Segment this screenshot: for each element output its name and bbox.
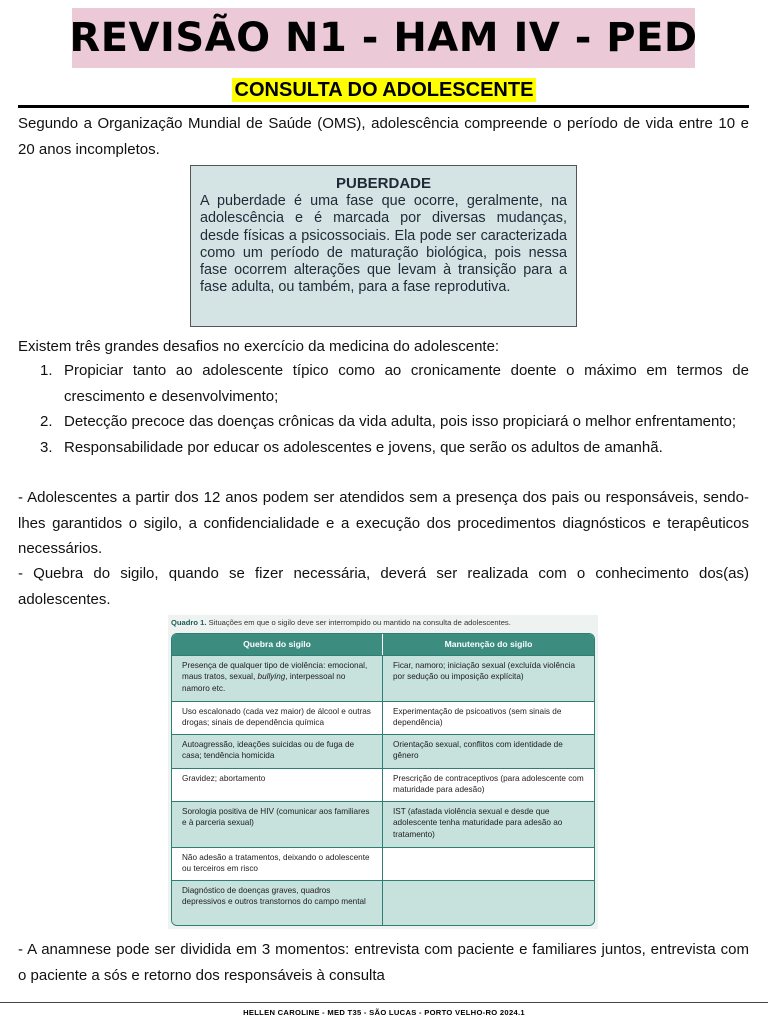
table-row bbox=[172, 734, 594, 768]
list-item bbox=[18, 358, 749, 409]
title-banner bbox=[69, 8, 698, 68]
table-cell: Gravidez; abortamento bbox=[172, 768, 383, 801]
table-row bbox=[172, 701, 594, 734]
title-divider bbox=[18, 105, 749, 108]
list-item-text: Detecção precoce das doenças crônicas da vida adulta, pois isso propiciará o melhor enfrentamento; bbox=[64, 413, 737, 430]
subtitle-wrap bbox=[0, 78, 768, 102]
table-cell: Presença de qualquer tipo de violência: emocional, maus tratos, sexual, bullying, interpessoal no namoro etc. bbox=[172, 655, 383, 701]
table-cell bbox=[383, 847, 594, 880]
note-sigilo-break: - Quebra do sigilo, quando se fizer necessária, deverá ser realizada com o conhecimento dos(as) adolescentes. bbox=[18, 565, 749, 608]
table-caption-label: Quadro 1. bbox=[171, 618, 207, 627]
note-anamnese: - A anamnese pode ser dividida em 3 momentos: entrevista com paciente e familiares juntos, entrevista com o paciente a sós e retorno dos responsáveis à consulta bbox=[18, 941, 749, 984]
table-header-row bbox=[172, 634, 594, 655]
page-footer: HELLEN CAROLINE - MED T35 - SÃO LUCAS - PORTO VELHO-RO 2024.1 bbox=[243, 1008, 525, 1017]
table-cell: Experimentação de psicoativos (sem sinais de dependência) bbox=[383, 701, 594, 734]
table-row bbox=[172, 880, 594, 925]
page-title: REVISÃO N1 - HAM IV - PED bbox=[69, 15, 698, 61]
table-row bbox=[172, 801, 594, 847]
intro-paragraph: Segundo a Organização Mundial de Saúde (OMS), adolescência compreende o período de vida entre 10 e 20 anos incompletos. bbox=[18, 115, 749, 158]
puberdade-box bbox=[190, 165, 577, 327]
column-header-manutencao: Manutenção do sigilo bbox=[383, 634, 594, 655]
table-cell: Uso escalonado (cada vez maior) de álcool e outras drogas; sinais de dependência química bbox=[172, 701, 383, 734]
sigilo-table bbox=[171, 633, 595, 926]
table-cell: Ficar, namoro; iniciação sexual (excluída violência por sedução ou imposição explícita) bbox=[383, 655, 594, 701]
table-row bbox=[172, 655, 594, 701]
column-header-quebra: Quebra do sigilo bbox=[172, 634, 383, 655]
challenges-list bbox=[18, 358, 749, 460]
table-caption bbox=[171, 618, 595, 628]
list-item-text: Propiciar tanto ao adolescente típico como ao cronicamente doente o máximo em termos de crescimento e desenvolvimento; bbox=[64, 362, 749, 405]
list-item bbox=[18, 409, 749, 435]
sigilo-table-figure bbox=[168, 615, 598, 929]
puberdade-title: PUBERDADE bbox=[335, 175, 431, 192]
table-cell: Autoagressão, ideações suicidas ou de fuga de casa; tendência homicida bbox=[172, 734, 383, 768]
table-cell: Diagnóstico de doenças graves, quadros depressivos e outros transtornos do campo mental bbox=[172, 880, 383, 925]
list-item-number: 2. bbox=[40, 413, 53, 430]
list-item bbox=[18, 435, 749, 461]
note-confidentiality: - Adolescentes a partir dos 12 anos podem ser atendidos sem a presença dos pais ou responsáveis, sendo-lhes garantidos o sigilo, a confidencialidade e a execução dos procedimentos diagnósticos e terapêuticos necessários. bbox=[18, 489, 749, 557]
table-cell bbox=[383, 880, 594, 925]
table-row bbox=[172, 847, 594, 880]
footer-divider bbox=[0, 1002, 768, 1003]
section-subtitle: CONSULTA DO ADOLESCENTE bbox=[232, 78, 537, 102]
table-row bbox=[172, 768, 594, 801]
list-item-number: 1. bbox=[40, 362, 53, 379]
list-item-number: 3. bbox=[40, 438, 53, 456]
puberdade-text: A puberdade é uma fase que ocorre, geralmente, na adolescência e é marcada por diversas mudanças, desde físicas a psicossociais. Ela pode ser caracterizada como um período de maturação biológica, pois nessa fase ocorrem alterações que levam à transição para a fase adulta, ou também, para a fase reprodutiva. bbox=[200, 193, 567, 296]
table-cell: IST (afastada violência sexual e desde que adolescente tenha maturidade para adesão ao tratamento) bbox=[383, 801, 594, 847]
challenges-intro: Existem três grandes desafios no exercício da medicina do adolescente: bbox=[18, 338, 500, 355]
list-item-text: Responsabilidade por educar os adolescentes e jovens, que serão os adultos de amanhã. bbox=[64, 438, 663, 456]
table-cell: Orientação sexual, conflitos com identidade de gênero bbox=[383, 734, 594, 768]
table-cell: Prescrição de contraceptivos (para adolescente com maturidade para adesão) bbox=[383, 768, 594, 801]
table-cell: Não adesão a tratamentos, deixando o adolescente ou terceiros em risco bbox=[172, 847, 383, 880]
table-cell: Sorologia positiva de HIV (comunicar aos familiares e à parceria sexual) bbox=[172, 801, 383, 847]
table-caption-text: Situações em que o sigilo deve ser interrompido ou mantido na consulta de adolescentes. bbox=[208, 618, 511, 627]
